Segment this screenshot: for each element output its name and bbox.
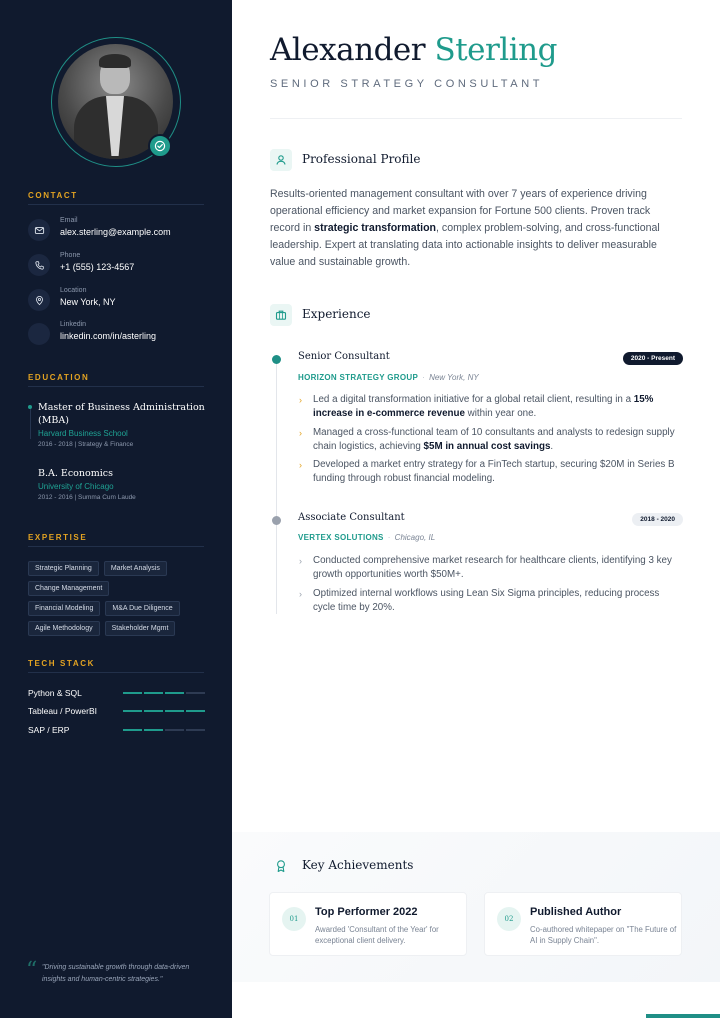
contact-phone[interactable] xyxy=(28,252,208,280)
contact-label: Linkedin xyxy=(60,321,87,328)
skill-segment xyxy=(144,729,163,731)
skill-level xyxy=(123,710,205,712)
divider xyxy=(28,546,204,547)
skill-segment xyxy=(165,710,184,712)
job-dates-badge: 2020 - Present xyxy=(623,352,683,365)
contact-value: linkedin.com/in/asterling xyxy=(60,331,157,341)
verified-check-icon xyxy=(148,134,172,158)
chevron-right-icon: › xyxy=(299,427,302,438)
location-icon xyxy=(28,289,50,311)
skill-segment xyxy=(123,710,142,712)
profile-summary: Results-oriented management consultant with over 7 years of experience driving operational efficiency and market expansion for Fortune 500 clients. Proven track record in strategic transformation, complex problem-solving, and cross-functional leadership. Expert at translating data into actionable insights to deliver measurable value and sustainable growth. xyxy=(270,188,660,268)
job-company: HORIZON STRATEGY GROUP · New York, NY xyxy=(298,373,479,382)
school: Harvard Business School xyxy=(38,429,128,438)
contact-label: Email xyxy=(60,217,78,224)
job-bullet: › Developed a market entry strategy for a FinTech startup, securing $20M in Series B funding through robust financial modeling. xyxy=(299,459,675,484)
skill-name: Tableau / PowerBI xyxy=(28,706,97,716)
experience-timeline xyxy=(276,358,277,614)
skill-segment xyxy=(186,692,205,694)
achievement-desc: Co-authored whitepaper on "The Future of AI in Supply Chain". xyxy=(530,925,677,945)
job-role: Senior Consultant xyxy=(298,351,390,362)
contact-value: alex.sterling@example.com xyxy=(60,227,171,237)
company-name: VERTEX SOLUTIONS xyxy=(298,533,384,542)
contact-value: New York, NY xyxy=(60,297,116,307)
contact-linkedin[interactable] xyxy=(28,321,208,349)
contact-label: Phone xyxy=(60,252,81,259)
achievement-title: Published Author xyxy=(530,906,622,918)
job-bullet: › Conducted comprehensive market research for healthcare clients, identifying 3 key growth opportunities worth $50M+. xyxy=(299,555,672,580)
quote xyxy=(26,958,206,986)
skill-name: SAP / ERP xyxy=(28,725,70,735)
briefcase-icon xyxy=(270,304,292,326)
achievement-number: 01 xyxy=(282,907,306,931)
skill-row xyxy=(28,706,204,720)
expertise-tag: M&A Due Diligence xyxy=(105,601,179,616)
education-item xyxy=(28,401,208,448)
job-title: SENIOR STRATEGY CONSULTANT xyxy=(270,78,544,90)
skill-segment xyxy=(144,692,163,694)
corner-accent xyxy=(646,1014,720,1018)
skill-level xyxy=(123,692,205,694)
expertise-tag: Agile Methodology xyxy=(28,621,100,636)
contact-label: Location xyxy=(60,287,87,294)
chevron-right-icon: › xyxy=(299,460,302,470)
timeline-dot xyxy=(272,355,281,364)
school: University of Chicago xyxy=(38,482,114,491)
skill-segment xyxy=(144,710,163,712)
quote-text: "Driving sustainable growth through data-driven insights and human-centric strategies." xyxy=(42,964,190,983)
skill-segment xyxy=(123,692,142,694)
linkedin-icon xyxy=(28,323,50,345)
achievement-number: 02 xyxy=(497,907,521,931)
expertise-tag: Financial Modeling xyxy=(28,601,100,616)
education-meta: 2012 - 2016 | Summa Cum Laude xyxy=(38,494,136,501)
job-location: New York, NY xyxy=(429,373,479,382)
contact-value: +1 (555) 123-4567 xyxy=(60,262,135,272)
quote-mark-icon: “ xyxy=(26,958,38,983)
achievement-title: Top Performer 2022 xyxy=(315,906,418,918)
main-content xyxy=(232,0,720,1018)
divider xyxy=(28,672,204,673)
education-heading: EDUCATION xyxy=(28,373,90,382)
company-name: HORIZON STRATEGY GROUP xyxy=(298,373,419,382)
skill-segment xyxy=(123,729,142,731)
achievement-card xyxy=(484,892,682,956)
skill-row xyxy=(28,725,204,739)
tech-stack-heading: TECH STACK xyxy=(28,659,95,668)
header-divider xyxy=(270,118,682,119)
skill-segment xyxy=(165,692,184,694)
mail-icon xyxy=(28,219,50,241)
avatar-ring xyxy=(51,37,181,167)
degree: B.A. Economics xyxy=(38,468,113,479)
contact-heading: CONTACT xyxy=(28,191,78,200)
profile-heading: Professional Profile xyxy=(302,152,421,166)
sidebar xyxy=(0,0,232,1018)
expertise-tag: Stakeholder Mgmt xyxy=(105,621,176,636)
degree: Master of Business Administration (MBA) xyxy=(38,402,205,426)
timeline-dot xyxy=(272,516,281,525)
expertise-tags xyxy=(28,561,208,641)
contact-email[interactable] xyxy=(28,217,208,245)
achievement-desc: Awarded 'Consultant of the Year' for exceptional client delivery. xyxy=(315,925,439,945)
skill-row xyxy=(28,688,204,702)
last-name: Sterling xyxy=(434,32,557,68)
job-bullet: › Managed a cross-functional team of 10 consultants and analysts to redesign supply chain logistics, achieving $5M in annual cost savings. xyxy=(299,426,675,452)
job-dates-badge: 2018 - 2020 xyxy=(632,513,683,526)
phone-icon xyxy=(28,254,50,276)
job-bullet: › Led a digital transformation initiative for a global retail client, resulting in a 15% increase in e-commerce revenue within year one. xyxy=(299,394,654,419)
skill-segment xyxy=(165,729,184,731)
expertise-tag: Change Management xyxy=(28,581,109,596)
chevron-right-icon: › xyxy=(299,556,302,566)
education-item xyxy=(28,467,208,501)
job-bullet: › Optimized internal workflows using Lean Six Sigma principles, reducing process cycle time by 20%. xyxy=(299,587,660,613)
experience-heading: Experience xyxy=(302,307,371,321)
job-location: Chicago, IL xyxy=(394,533,436,542)
job-bullets xyxy=(298,393,683,491)
timeline-line xyxy=(30,409,31,439)
award-icon xyxy=(270,855,292,877)
user-icon xyxy=(270,149,292,171)
chevron-right-icon: › xyxy=(299,395,302,405)
contact-location xyxy=(28,287,208,315)
skill-name: Python & SQL xyxy=(28,688,82,698)
job-bullets xyxy=(298,554,683,619)
expertise-tag: Strategic Planning xyxy=(28,561,99,576)
divider xyxy=(28,386,204,387)
chevron-right-icon: › xyxy=(299,588,302,599)
job-company: VERTEX SOLUTIONS · Chicago, IL xyxy=(298,533,436,542)
expertise-heading: EXPERTISE xyxy=(28,533,88,542)
education-meta: 2016 - 2018 | Strategy & Finance xyxy=(38,441,134,448)
achievement-card xyxy=(269,892,467,956)
skill-segment xyxy=(186,729,205,731)
divider xyxy=(28,204,204,205)
job-role: Associate Consultant xyxy=(298,512,405,523)
skill-segment xyxy=(186,710,205,712)
expertise-tag: Market Analysis xyxy=(104,561,167,576)
achievements-heading: Key Achievements xyxy=(302,858,414,872)
skill-level xyxy=(123,729,205,731)
first-name: Alexander xyxy=(270,32,426,68)
candidate-name xyxy=(270,32,557,68)
